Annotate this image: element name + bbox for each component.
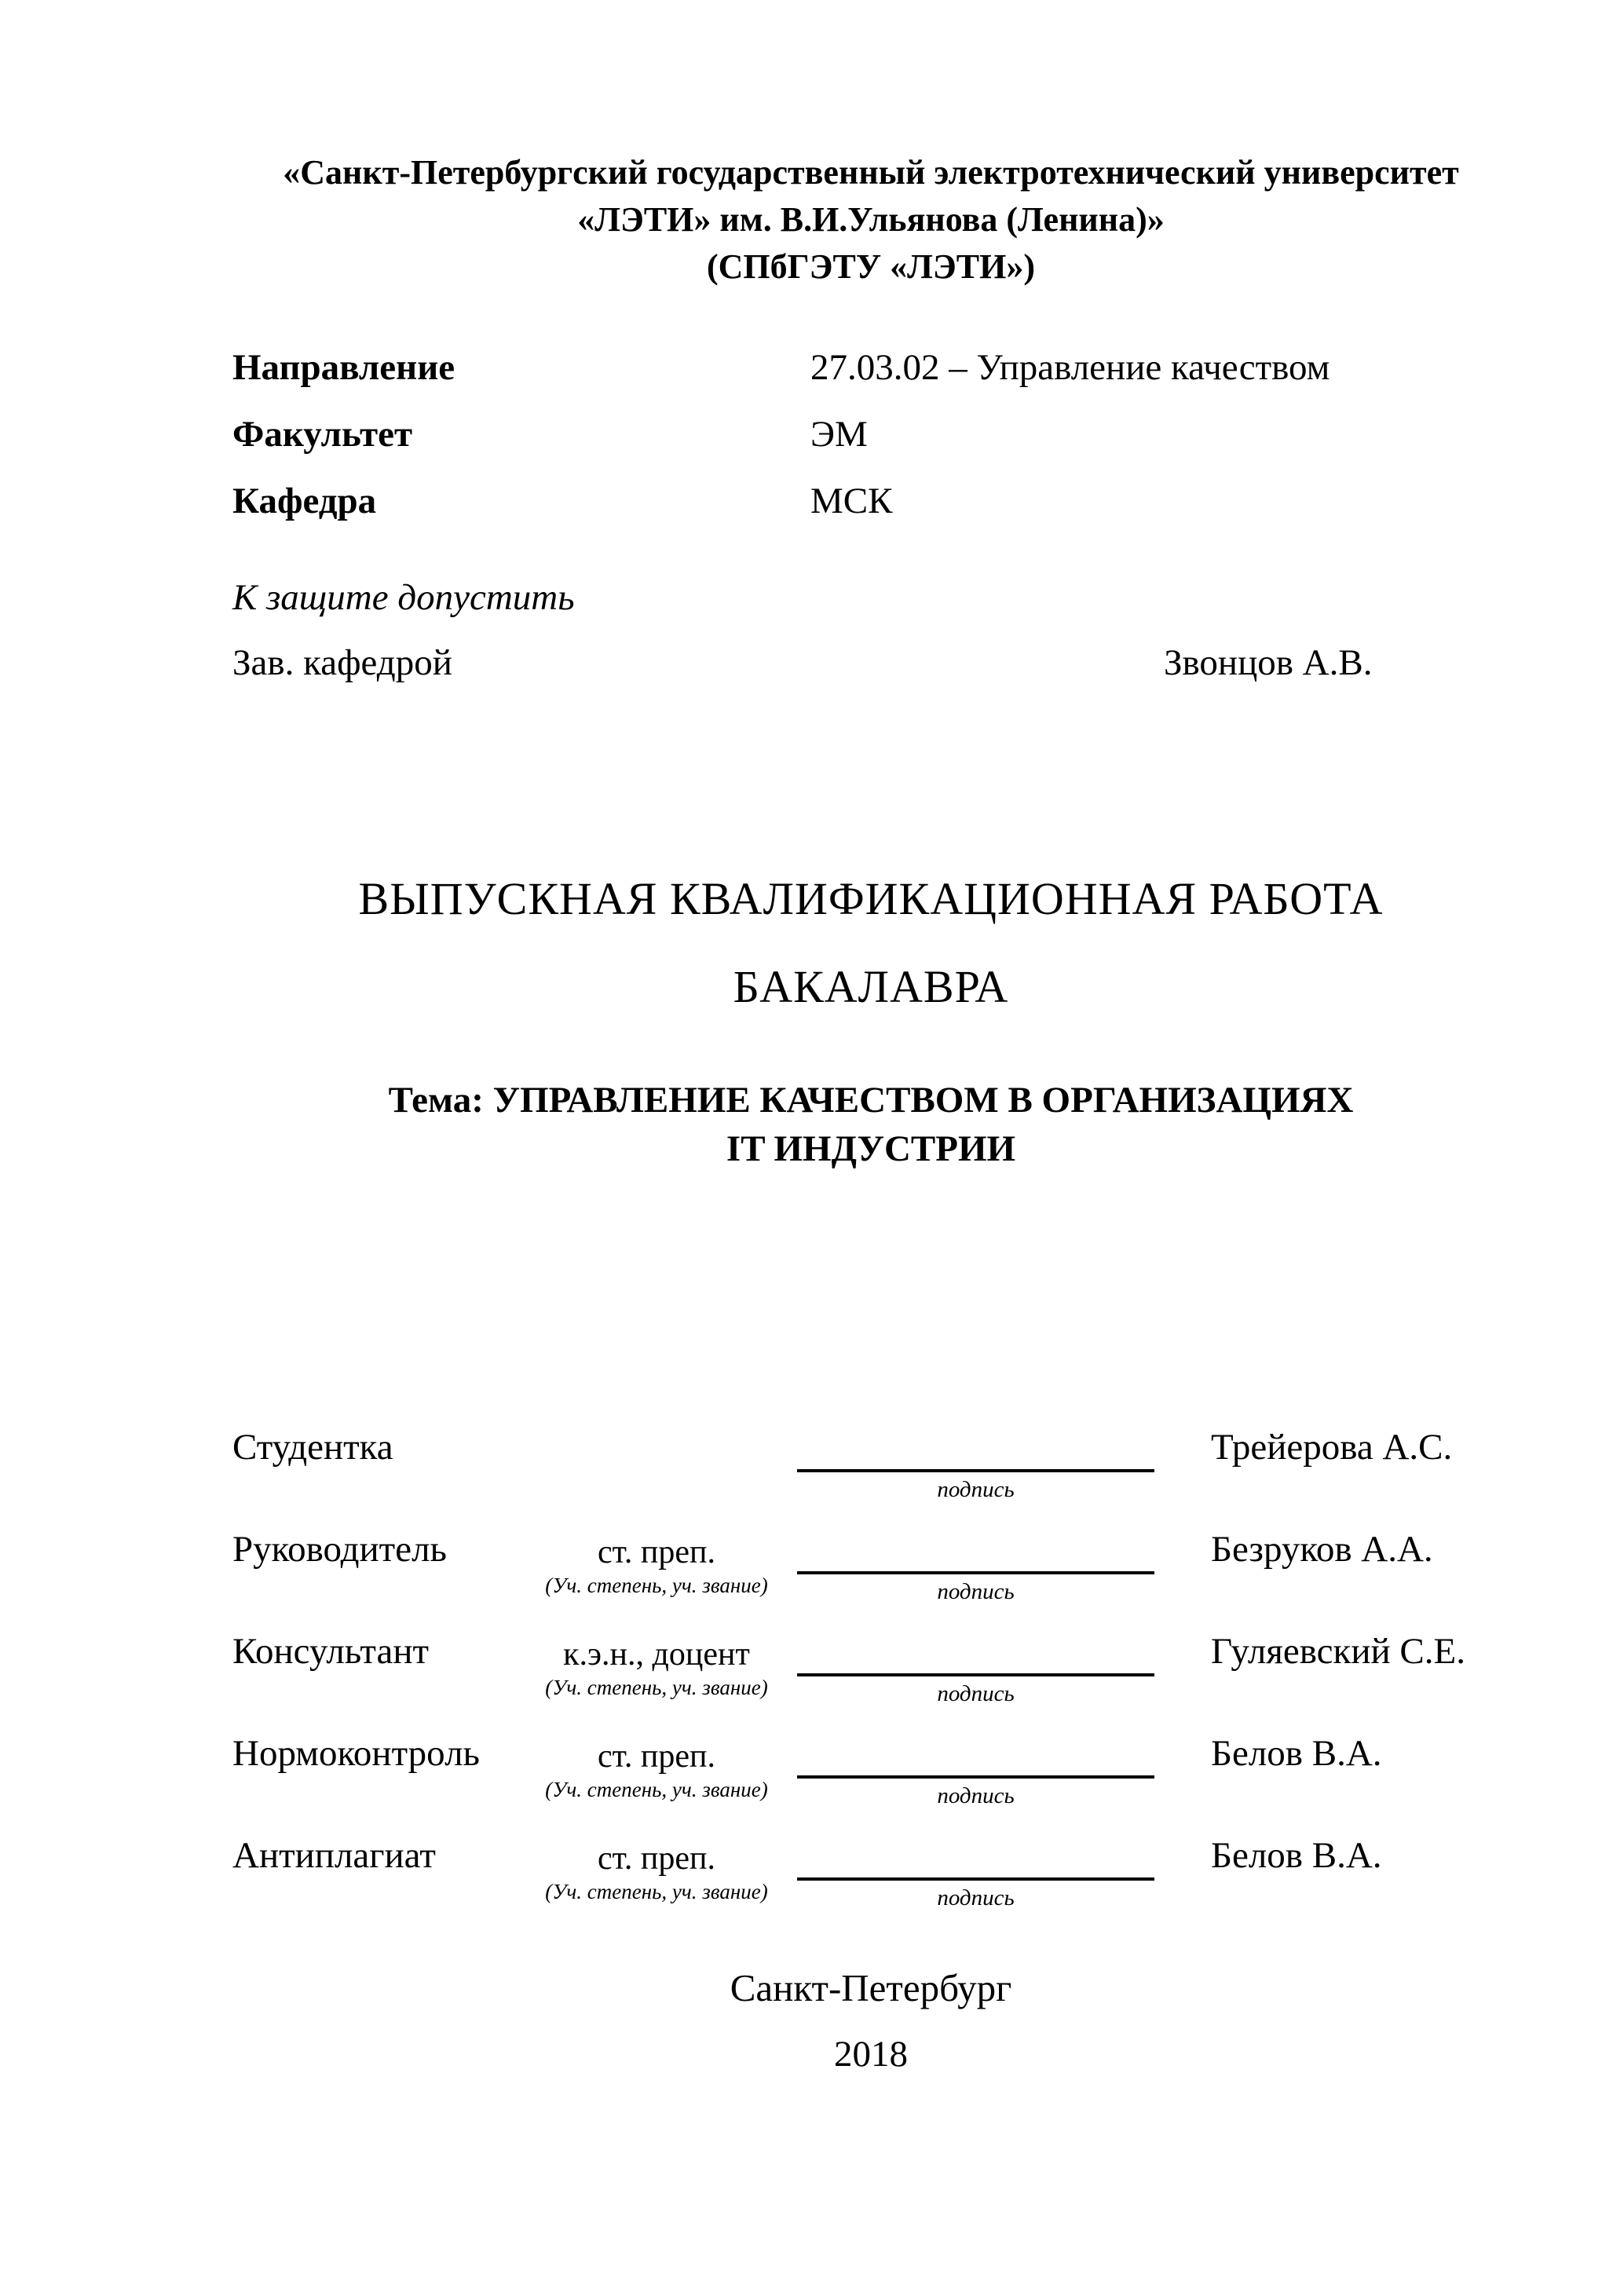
- admission-statement: К защите допустить: [232, 577, 575, 618]
- signature-caption: подпись: [937, 1783, 1015, 1808]
- signature-degree: ст. преп.: [598, 1841, 715, 1877]
- university-header-line-2: «ЛЭТИ» им. В.И.Ульянова (Ленина)»: [577, 200, 1165, 239]
- signature-caption: подпись: [937, 1579, 1015, 1604]
- signature-name: Гуляевский С.Е.: [1211, 1631, 1465, 1672]
- signature-caption: подпись: [937, 1885, 1015, 1910]
- signature-row-normcontrol: [232, 1731, 1509, 1830]
- signature-role: Антиплагиат: [232, 1835, 436, 1876]
- field-row-department: [232, 479, 1509, 526]
- page-content: [232, 0, 1509, 2296]
- signature-caption: подпись: [937, 1681, 1015, 1706]
- signature-line: [797, 1673, 1154, 1676]
- signature-role: Студентка: [232, 1427, 393, 1468]
- theme-line-1: Тема: УПРАВЛЕНИЕ КАЧЕСТВОМ В ОРГАНИЗАЦИЯХ: [388, 1080, 1354, 1121]
- footer-city: Санкт-Петербург: [730, 1966, 1012, 2009]
- work-title-line-2: БАКАЛАВРА: [733, 961, 1009, 1012]
- field-row-direction: [232, 345, 1509, 393]
- signature-degree: ст. преп.: [598, 1534, 715, 1570]
- signature-degree-caption: (Уч. степень, уч. звание): [545, 1676, 768, 1699]
- signature-name: Белов В.А.: [1211, 1835, 1382, 1876]
- field-value-department: МСК: [810, 481, 893, 521]
- signature-row-antiplagiarism: [232, 1834, 1509, 1932]
- footer-year: 2018: [834, 2034, 908, 2075]
- signature-role: Руководитель: [232, 1529, 447, 1570]
- field-label-department: Кафедра: [232, 481, 377, 521]
- signature-degree: к.э.н., доцент: [563, 1636, 750, 1673]
- university-header-line-3: (СПбГЭТУ «ЛЭТИ»): [707, 247, 1035, 286]
- field-row-faculty: [232, 412, 1509, 459]
- signature-degree-caption: (Уч. степень, уч. звание): [545, 1880, 768, 1903]
- theme-line-2: IT ИНДУСТРИИ: [726, 1128, 1016, 1169]
- signature-line: [797, 1877, 1154, 1881]
- signature-name: Белов В.А.: [1211, 1733, 1382, 1774]
- department-head-position: Зав. кафедрой: [232, 642, 452, 683]
- work-title-line-1: ВЫПУСКНАЯ КВАЛИФИКАЦИОННАЯ РАБОТА: [358, 873, 1384, 924]
- signature-role: Консультант: [232, 1631, 430, 1672]
- field-value-faculty: ЭМ: [810, 414, 868, 455]
- signature-name: Трейерова А.С.: [1211, 1427, 1453, 1468]
- signature-degree-caption: (Уч. степень, уч. звание): [545, 1574, 768, 1597]
- department-head-name: Звонцов А.В.: [1164, 642, 1373, 683]
- signature-line: [797, 1469, 1154, 1472]
- signature-row-consultant: [232, 1629, 1509, 1727]
- signature-role: Нормоконтроль: [232, 1733, 480, 1774]
- university-header: [232, 149, 1509, 291]
- signature-name: Безруков А.А.: [1211, 1529, 1433, 1570]
- field-label-direction: Направление: [232, 347, 455, 388]
- signature-degree-caption: (Уч. степень, уч. звание): [545, 1778, 768, 1801]
- signature-line: [797, 1775, 1154, 1779]
- signature-row-student: [232, 1425, 1509, 1523]
- signature-line: [797, 1571, 1154, 1574]
- department-head-row: [232, 641, 1509, 688]
- signature-degree: ст. преп.: [598, 1738, 715, 1775]
- university-header-line-1: «Санкт-Петербургский государственный электротехнический университет: [283, 153, 1459, 192]
- signature-caption: подпись: [937, 1477, 1015, 1502]
- signature-row-supervisor: [232, 1527, 1509, 1625]
- field-label-faculty: Факультет: [232, 414, 413, 455]
- field-value-direction: 27.03.02 – Управление качеством: [810, 347, 1330, 388]
